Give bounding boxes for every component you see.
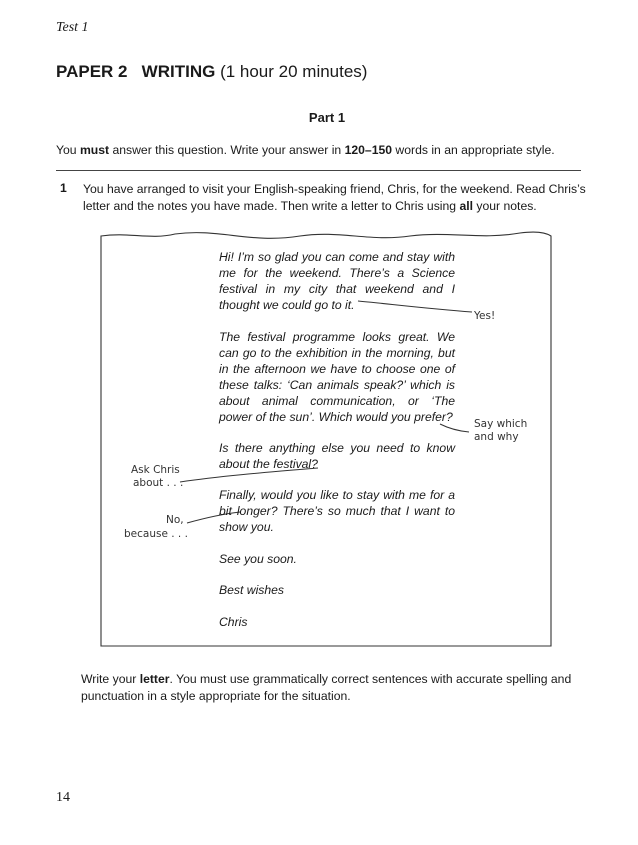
question-number: 1 xyxy=(60,181,67,195)
part-heading: Part 1 xyxy=(308,110,346,125)
running-header: Test 1 xyxy=(56,20,89,35)
note-no-line2: because . . . xyxy=(124,528,188,540)
note-yes: Yes! xyxy=(474,310,496,322)
paper-name: WRITING xyxy=(141,62,216,81)
note-line-say-which xyxy=(440,424,469,432)
letter-signature: Chris xyxy=(219,615,248,629)
letter-paragraph-4: Finally, would you like to stay with me for a bit longer? There’s so much that I want to show you. xyxy=(219,488,455,534)
word-count: 120–150 xyxy=(344,143,393,157)
question-text: You have arranged to visit your English-speaking friend, Chris, for the weekend. Read Chris’s letter and the notes you have made. Then write a letter to Chris using all your notes. xyxy=(83,182,586,213)
writing-instruction: Write your letter. You must use grammatically correct sentences with accurate spelling and punctuation in a style appropriate for the situation. xyxy=(81,672,572,703)
paper-duration: (1 hour 20 minutes) xyxy=(220,62,368,81)
letter-paragraph-2: The festival programme looks great. We can go to the exhibition in the morning, but in the afternoon we have to choose one of these talks: ‘Can animals speak?’ which is about animal communication, or ‘The power of the sun’. Which would you prefer? xyxy=(219,330,455,424)
letter-closing-1: See you soon. xyxy=(219,552,297,566)
letter-closing-2: Best wishes xyxy=(219,583,285,597)
note-say-which-line1: Say which xyxy=(474,418,528,430)
emphasis-all: all xyxy=(459,198,474,213)
letter-paragraph-3: Is there anything else you need to know about the festival? xyxy=(219,441,455,471)
note-say-which-line2: and why xyxy=(474,431,519,443)
emphasis-must: must xyxy=(79,143,110,157)
task-instruction: You must answer this question. Write your answer in 120–150 words in an appropriate style. xyxy=(56,143,555,157)
letter-paragraph-1: Hi! I’m so glad you can come and stay with me for the weekend. There’s a Science festival in my city that weekend and I thought we could go to it. xyxy=(219,250,455,312)
emphasis-letter: letter xyxy=(139,672,170,686)
page-number: 14 xyxy=(56,790,70,805)
note-ask-chris-line1: Ask Chris xyxy=(131,464,180,476)
note-ask-chris-line2: about . . . xyxy=(133,477,184,489)
note-no-line1: No, xyxy=(166,514,184,526)
paper-number: PAPER 2 xyxy=(56,62,128,81)
